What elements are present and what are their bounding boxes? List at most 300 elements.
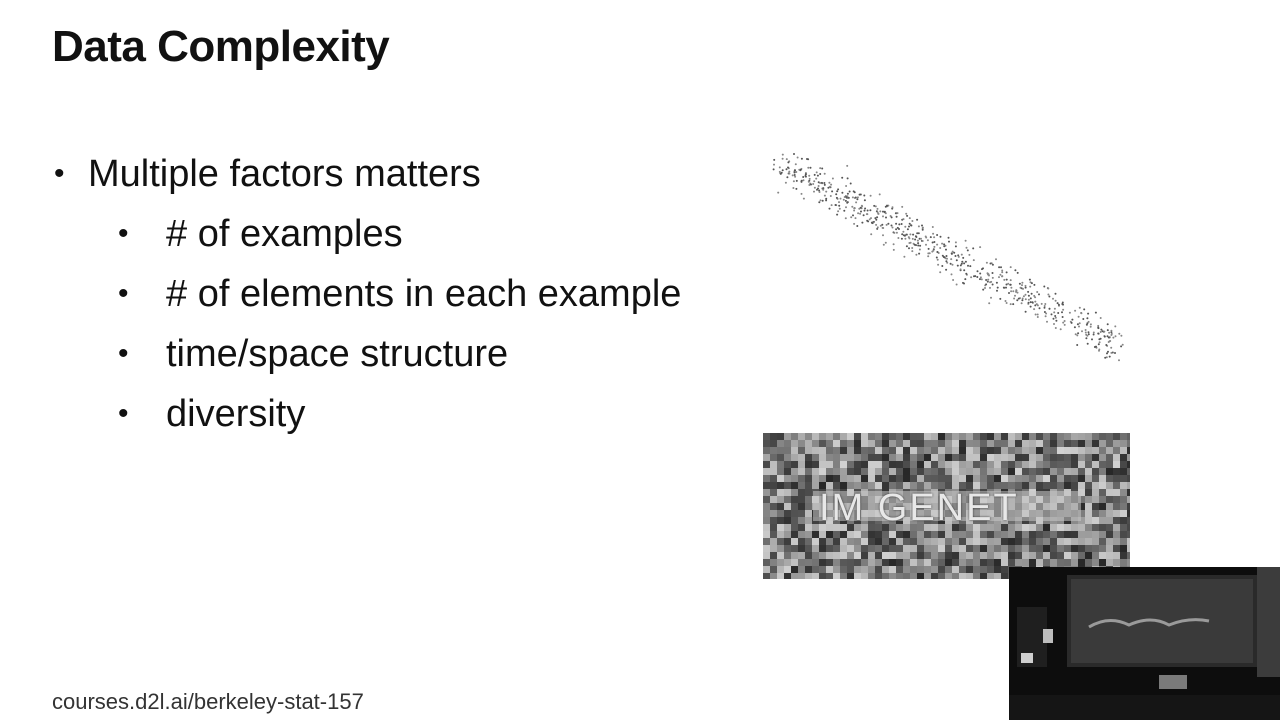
- scatter-point: [992, 272, 994, 274]
- mosaic-tile: [987, 566, 994, 573]
- mosaic-tile: [847, 559, 854, 566]
- mosaic-tile: [1050, 475, 1057, 482]
- mosaic-tile: [889, 573, 896, 579]
- mosaic-tile: [1078, 447, 1085, 454]
- mosaic-tile: [875, 559, 882, 566]
- scatter-point: [1048, 296, 1050, 298]
- mosaic-tile: [945, 545, 952, 552]
- scatter-point: [996, 290, 998, 292]
- mosaic-tile: [1050, 468, 1057, 475]
- mosaic-tile: [847, 531, 854, 538]
- scatter-point: [1057, 302, 1059, 304]
- scatter-point: [999, 298, 1001, 300]
- mosaic-tile: [819, 559, 826, 566]
- scatter-point: [855, 201, 857, 203]
- mosaic-tile: [1113, 433, 1120, 440]
- mosaic-tile: [1106, 503, 1113, 510]
- scatter-point: [963, 262, 965, 264]
- scatter-point: [846, 202, 848, 204]
- mosaic-tile: [1064, 482, 1071, 489]
- mosaic-tile: [812, 447, 819, 454]
- scatter-point: [821, 182, 823, 184]
- mosaic-tile: [931, 552, 938, 559]
- mosaic-tile: [1057, 440, 1064, 447]
- mosaic-tile: [791, 461, 798, 468]
- mosaic-tile: [1106, 524, 1113, 531]
- mosaic-tile: [1001, 454, 1008, 461]
- scatter-point: [1112, 337, 1114, 339]
- scatter-point: [945, 249, 947, 251]
- mosaic-tile: [1127, 454, 1130, 461]
- mosaic-tile: [1120, 538, 1127, 545]
- scatter-point: [844, 196, 846, 198]
- mosaic-tile: [1022, 447, 1029, 454]
- scatter-point: [948, 241, 950, 243]
- mosaic-tile: [882, 531, 889, 538]
- scatter-point: [914, 244, 916, 246]
- bullet-text: # of examples: [166, 213, 403, 255]
- mosaic-tile: [833, 531, 840, 538]
- mosaic-tile: [952, 461, 959, 468]
- scatter-point: [904, 238, 906, 240]
- mosaic-tile: [784, 545, 791, 552]
- mosaic-tile: [791, 454, 798, 461]
- mosaic-tile: [980, 433, 987, 440]
- scatter-point: [925, 236, 927, 238]
- mosaic-tile: [1022, 559, 1029, 566]
- mosaic-tile: [980, 552, 987, 559]
- mosaic-tile: [980, 531, 987, 538]
- mosaic-tile: [889, 531, 896, 538]
- mosaic-tile: [1113, 496, 1120, 503]
- scatter-point: [981, 278, 983, 280]
- scatter-point: [1019, 283, 1021, 285]
- mosaic-tile: [847, 447, 854, 454]
- scatter-point: [1104, 336, 1106, 338]
- scatter-point: [1110, 330, 1112, 332]
- scatter-point: [960, 268, 962, 270]
- sub-bullet-item: [118, 393, 306, 435]
- scatter-point: [964, 278, 966, 280]
- scatter-point: [966, 247, 968, 249]
- scatter-point: [871, 222, 873, 224]
- scatter-point: [952, 264, 954, 266]
- mosaic-tile: [770, 496, 777, 503]
- scatter-point: [981, 268, 983, 270]
- mosaic-tile: [903, 461, 910, 468]
- mosaic-tile: [1127, 531, 1130, 538]
- scatter-point: [905, 234, 907, 236]
- scatter-point: [929, 252, 931, 254]
- scatter-point: [956, 259, 958, 261]
- mosaic-tile: [910, 447, 917, 454]
- mosaic-tile: [896, 559, 903, 566]
- mosaic-tile: [1127, 496, 1130, 503]
- mosaic-tile: [1113, 503, 1120, 510]
- mosaic-tile: [1127, 552, 1130, 559]
- mosaic-tile: [1015, 454, 1022, 461]
- mosaic-tile: [1085, 475, 1092, 482]
- mosaic-tile: [945, 573, 952, 579]
- mosaic-tile: [896, 573, 903, 579]
- mosaic-tile: [1071, 468, 1078, 475]
- scatter-point: [912, 234, 914, 236]
- mosaic-tile: [805, 461, 812, 468]
- scatter-point: [904, 226, 906, 228]
- mosaic-tile: [798, 440, 805, 447]
- scatter-point: [831, 204, 833, 206]
- mosaic-tile: [833, 468, 840, 475]
- mosaic-tile: [1106, 482, 1113, 489]
- mosaic-tile: [861, 566, 868, 573]
- mosaic-tile: [896, 545, 903, 552]
- mosaic-tile: [826, 538, 833, 545]
- scatter-point: [1079, 307, 1081, 309]
- mosaic-tile: [868, 447, 875, 454]
- mosaic-tile: [1022, 454, 1029, 461]
- mosaic-tile: [819, 461, 826, 468]
- mosaic-tile: [763, 573, 770, 579]
- mosaic-tile: [1092, 468, 1099, 475]
- mosaic-tile: [1043, 454, 1050, 461]
- mosaic-tile: [1057, 538, 1064, 545]
- scatter-point: [901, 233, 903, 235]
- scatter-point: [936, 244, 938, 246]
- mosaic-tile: [1127, 447, 1130, 454]
- mosaic-tile: [763, 552, 770, 559]
- mosaic-tile: [1127, 559, 1130, 566]
- mosaic-tile: [1106, 559, 1113, 566]
- mosaic-tile: [1001, 538, 1008, 545]
- scatter-point: [1078, 316, 1080, 318]
- mosaic-tile: [938, 468, 945, 475]
- mosaic-tile: [826, 545, 833, 552]
- scatter-point: [1088, 321, 1090, 323]
- scatter-point: [838, 205, 840, 207]
- mosaic-tile: [1120, 524, 1127, 531]
- mosaic-tile: [924, 433, 931, 440]
- scatter-point: [877, 226, 879, 228]
- scatter-point: [824, 184, 826, 186]
- mosaic-tile: [868, 475, 875, 482]
- mosaic-tile: [798, 503, 805, 510]
- mosaic-tile: [777, 517, 784, 524]
- mosaic-tile: [1078, 538, 1085, 545]
- mosaic-tile: [763, 503, 770, 510]
- mosaic-tile: [959, 552, 966, 559]
- scatter-point: [786, 158, 788, 160]
- scatter-point: [1006, 302, 1008, 304]
- mosaic-tile: [1099, 531, 1106, 538]
- scatter-point: [815, 178, 817, 180]
- mosaic-tile: [1043, 440, 1050, 447]
- scatter-point: [901, 223, 903, 225]
- mosaic-tile: [770, 503, 777, 510]
- mosaic-tile: [938, 447, 945, 454]
- mosaic-tile: [1092, 489, 1099, 496]
- mosaic-tile: [1127, 440, 1130, 447]
- mosaic-tile: [889, 433, 896, 440]
- mosaic-tile: [1106, 517, 1113, 524]
- mosaic-tile: [987, 531, 994, 538]
- mosaic-tile: [1036, 524, 1043, 531]
- mosaic-tile: [833, 545, 840, 552]
- mosaic-tile: [1008, 559, 1015, 566]
- scatter-point: [969, 265, 971, 267]
- scatter-point: [1110, 352, 1112, 354]
- scatter-point: [990, 281, 992, 283]
- scatter-point: [912, 238, 914, 240]
- mosaic-tile: [945, 475, 952, 482]
- mosaic-tile: [826, 566, 833, 573]
- scatter-point: [965, 240, 967, 242]
- scatter-point: [895, 228, 897, 230]
- mosaic-tile: [1099, 468, 1106, 475]
- scatter-point: [933, 241, 935, 243]
- mosaic-tile: [770, 489, 777, 496]
- slide-title: Data Complexity: [52, 22, 390, 71]
- scatter-point: [968, 254, 970, 256]
- mosaic-tile: [994, 475, 1001, 482]
- mosaic-tile: [833, 566, 840, 573]
- scatter-point: [1053, 318, 1055, 320]
- mosaic-tile: [868, 531, 875, 538]
- mosaic-tile: [763, 538, 770, 545]
- mosaic-tile: [882, 475, 889, 482]
- scatter-point: [984, 287, 986, 289]
- mosaic-tile: [763, 440, 770, 447]
- scatter-point: [1000, 266, 1002, 268]
- mosaic-tile: [945, 531, 952, 538]
- scatter-point: [846, 197, 848, 199]
- mosaic-tile: [826, 461, 833, 468]
- scatter-point: [946, 255, 948, 257]
- mosaic-tile: [847, 573, 854, 579]
- mosaic-tile: [952, 468, 959, 475]
- mosaic-tile: [910, 454, 917, 461]
- mosaic-tile: [1008, 433, 1015, 440]
- mosaic-tile: [896, 538, 903, 545]
- scatter-point: [773, 168, 775, 170]
- mosaic-tile: [1092, 496, 1099, 503]
- scatter-point: [794, 176, 796, 178]
- mosaic-tile: [1092, 552, 1099, 559]
- scatter-point: [1088, 331, 1090, 333]
- scatter-point: [848, 197, 850, 199]
- mosaic-tile: [889, 475, 896, 482]
- mosaic-tile: [847, 433, 854, 440]
- mosaic-tile: [959, 454, 966, 461]
- scatter-point: [1021, 302, 1023, 304]
- mosaic-tile: [791, 510, 798, 517]
- scatter-point: [1118, 333, 1120, 335]
- mosaic-tile: [1099, 433, 1106, 440]
- mosaic-tile: [1029, 454, 1036, 461]
- mosaic-tile: [861, 454, 868, 461]
- mosaic-tile: [847, 566, 854, 573]
- scatter-point: [1120, 345, 1122, 347]
- scatter-point: [1046, 321, 1048, 323]
- scatter-point: [974, 275, 976, 277]
- mosaic-tile: [784, 559, 791, 566]
- mosaic-tile: [1071, 482, 1078, 489]
- mosaic-tile: [917, 433, 924, 440]
- mosaic-tile: [840, 468, 847, 475]
- mosaic-tile: [1078, 531, 1085, 538]
- mosaic-tile: [770, 454, 777, 461]
- mosaic-tile: [903, 552, 910, 559]
- mosaic-tile: [910, 475, 917, 482]
- scatter-point: [853, 207, 855, 209]
- scatter-point: [1025, 287, 1027, 289]
- mosaic-tile: [1106, 440, 1113, 447]
- scatter-point: [1027, 291, 1029, 293]
- scatter-point: [1037, 304, 1039, 306]
- scatter-point: [1109, 340, 1111, 342]
- mosaic-tile: [1057, 454, 1064, 461]
- mosaic-tile: [1071, 545, 1078, 552]
- mosaic-tile: [1050, 538, 1057, 545]
- mosaic-tile: [966, 461, 973, 468]
- mosaic-tile: [791, 440, 798, 447]
- mosaic-tile: [1106, 538, 1113, 545]
- mosaic-tile: [1036, 461, 1043, 468]
- mosaic-tile: [833, 552, 840, 559]
- scatter-point: [917, 240, 919, 242]
- mosaic-tile: [896, 566, 903, 573]
- scatter-point: [860, 207, 862, 209]
- scatter-point: [779, 166, 781, 168]
- mosaic-tile: [910, 538, 917, 545]
- mosaic-tile: [931, 531, 938, 538]
- mosaic-tile: [1050, 461, 1057, 468]
- scatter-point: [1058, 304, 1060, 306]
- scatter-point: [1010, 303, 1012, 305]
- scatter-point: [1010, 279, 1012, 281]
- scatter-point: [1033, 284, 1035, 286]
- mosaic-tile: [882, 433, 889, 440]
- mosaic-tile: [840, 447, 847, 454]
- mosaic-tile: [1099, 447, 1106, 454]
- mosaic-tile: [1092, 538, 1099, 545]
- scatter-point: [817, 175, 819, 177]
- scatter-point: [1030, 297, 1032, 299]
- mosaic-tile: [805, 475, 812, 482]
- mosaic-tile: [917, 531, 924, 538]
- scatter-point: [863, 214, 865, 216]
- mosaic-tile: [987, 475, 994, 482]
- mosaic-tile: [1113, 482, 1120, 489]
- mosaic-tile: [1106, 454, 1113, 461]
- mosaic-tile: [1001, 566, 1008, 573]
- scatter-point: [830, 195, 832, 197]
- scatter-point: [1106, 352, 1108, 354]
- scatter-point: [1064, 324, 1066, 326]
- mosaic-tile: [938, 538, 945, 545]
- mosaic-tile: [1106, 468, 1113, 475]
- mosaic-tile: [945, 559, 952, 566]
- scatter-point: [1001, 275, 1003, 277]
- scatter-point: [976, 276, 978, 278]
- mosaic-tile: [889, 559, 896, 566]
- mosaic-tile: [840, 545, 847, 552]
- scatter-point: [831, 190, 833, 192]
- mosaic-tile: [1022, 461, 1029, 468]
- mosaic-tile: [868, 559, 875, 566]
- scatter-point: [892, 227, 894, 229]
- mosaic-tile: [763, 531, 770, 538]
- mosaic-tile: [987, 447, 994, 454]
- mosaic-tile: [868, 454, 875, 461]
- mosaic-tile: [854, 440, 861, 447]
- mosaic-tile: [784, 440, 791, 447]
- mosaic-tile: [1001, 433, 1008, 440]
- mosaic-tile: [889, 447, 896, 454]
- mosaic-tile: [1099, 461, 1106, 468]
- mosaic-tile: [1106, 489, 1113, 496]
- mosaic-tile: [840, 531, 847, 538]
- mosaic-tile: [1022, 545, 1029, 552]
- mosaic-tile: [1036, 538, 1043, 545]
- mosaic-tile: [812, 573, 819, 579]
- scatter-point: [918, 232, 920, 234]
- mosaic-tile: [994, 461, 1001, 468]
- scatter-point: [986, 262, 988, 264]
- scatter-point: [1013, 298, 1015, 300]
- mosaic-tile: [1092, 454, 1099, 461]
- scatter-point: [925, 244, 927, 246]
- mosaic-tile: [777, 440, 784, 447]
- mosaic-tile: [903, 475, 910, 482]
- mosaic-tile: [903, 559, 910, 566]
- mosaic-tile: [917, 559, 924, 566]
- scatter-point: [987, 281, 989, 283]
- mosaic-tile: [924, 461, 931, 468]
- mosaic-tile: [917, 545, 924, 552]
- mosaic-tile: [777, 482, 784, 489]
- scatter-point: [1044, 307, 1046, 309]
- mosaic-tile: [1043, 461, 1050, 468]
- scatter-point: [1110, 347, 1112, 349]
- scatter-point: [961, 261, 963, 263]
- mosaic-tile: [840, 573, 847, 579]
- mosaic-tile: [798, 559, 805, 566]
- mosaic-tile: [931, 440, 938, 447]
- mosaic-tile: [903, 573, 910, 579]
- scatter-point: [891, 225, 893, 227]
- mosaic-tile: [1092, 461, 1099, 468]
- mosaic-tile: [1099, 538, 1106, 545]
- mosaic-tile: [805, 573, 812, 579]
- mosaic-tile: [812, 524, 819, 531]
- scatter-point: [822, 189, 824, 191]
- mosaic-tile: [1085, 510, 1092, 517]
- mosaic-tile: [1008, 468, 1015, 475]
- mosaic-tile: [854, 552, 861, 559]
- mosaic-tile: [1015, 468, 1022, 475]
- mosaic-tile: [1022, 440, 1029, 447]
- mosaic-tile: [924, 440, 931, 447]
- mosaic-tile: [994, 573, 1001, 579]
- mosaic-tile: [924, 475, 931, 482]
- scatter-point: [943, 256, 945, 258]
- scatter-point: [1010, 287, 1012, 289]
- mosaic-tile: [1127, 510, 1130, 517]
- scatter-point: [1087, 343, 1089, 345]
- mosaic-tile: [805, 531, 812, 538]
- mosaic-tile: [1015, 559, 1022, 566]
- mosaic-tile: [952, 454, 959, 461]
